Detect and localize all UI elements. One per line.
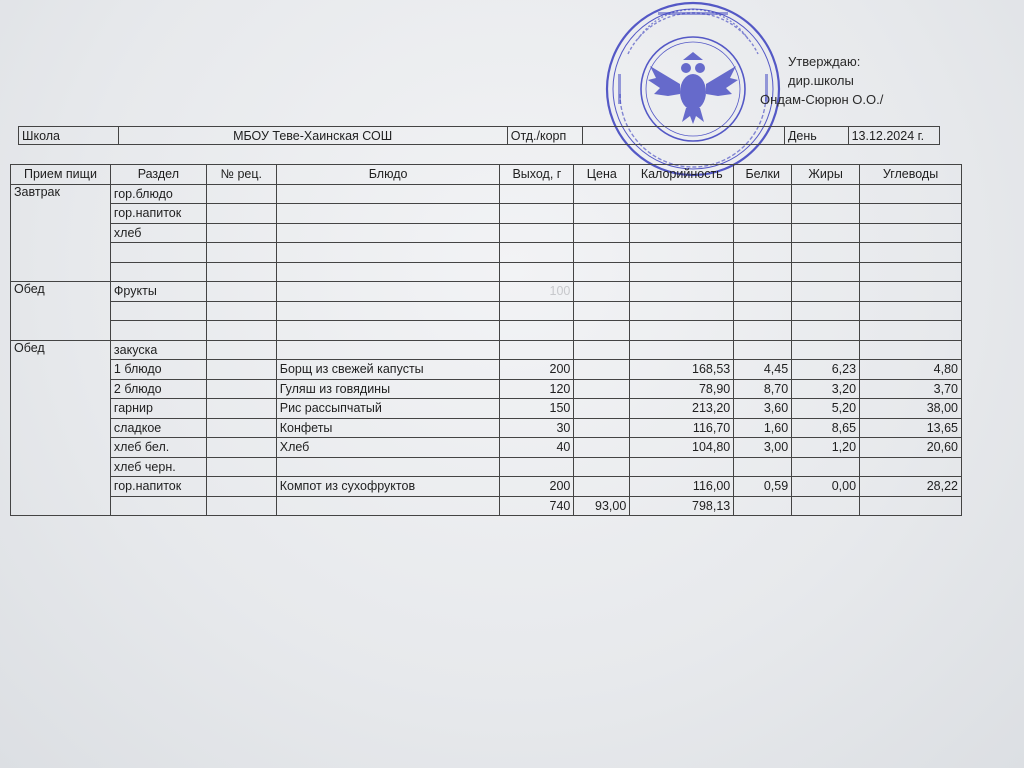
section-cell: сладкое bbox=[110, 418, 206, 438]
section-cell: гарнир bbox=[110, 399, 206, 419]
meal-lunch: Обед bbox=[11, 340, 111, 516]
section-cell: 2 блюдо bbox=[110, 379, 206, 399]
section-cell: 1 блюдо bbox=[110, 360, 206, 380]
table-row bbox=[11, 204, 962, 224]
approval-block bbox=[760, 52, 980, 109]
meal-breakfast: Завтрак bbox=[11, 184, 111, 282]
table-row bbox=[11, 243, 962, 263]
section-cell: хлеб bbox=[110, 223, 206, 243]
total-price: 93,00 bbox=[574, 496, 630, 516]
section-cell: Фрукты bbox=[110, 282, 206, 302]
menu-table bbox=[10, 164, 962, 516]
approval-line-3: Ондам-Сюрюн О.О./ bbox=[760, 92, 884, 107]
table-row bbox=[11, 262, 962, 282]
dish-cell: Гуляш из говядины bbox=[276, 379, 500, 399]
section-cell: гор.напиток bbox=[110, 204, 206, 224]
col-header: Углеводы bbox=[860, 165, 962, 185]
approval-line-1: Утверждаю: bbox=[788, 54, 861, 69]
table-row bbox=[11, 360, 962, 380]
table-row bbox=[11, 223, 962, 243]
approval-line-2: дир.школы bbox=[788, 73, 854, 88]
table-row bbox=[11, 438, 962, 458]
school-label: Школа bbox=[19, 127, 119, 145]
dish-cell: Компот из сухофруктов bbox=[276, 477, 500, 497]
table-row bbox=[11, 340, 962, 360]
col-header: Белки bbox=[734, 165, 792, 185]
calories-cell: 78,90 bbox=[630, 379, 734, 399]
section-cell: хлеб бел. bbox=[110, 438, 206, 458]
col-header: Калорийность bbox=[630, 165, 734, 185]
carbs-cell: 13,65 bbox=[860, 418, 962, 438]
output-cell: 40 bbox=[500, 438, 574, 458]
output-cell: 150 bbox=[500, 399, 574, 419]
table-row bbox=[11, 321, 962, 341]
fat-cell: 0,00 bbox=[792, 477, 860, 497]
table-row bbox=[11, 418, 962, 438]
meal-lunch: Обед bbox=[11, 282, 111, 341]
calories-cell: 213,20 bbox=[630, 399, 734, 419]
section-cell: гор.напиток bbox=[110, 477, 206, 497]
output-cell: 120 bbox=[500, 379, 574, 399]
total-row bbox=[11, 496, 962, 516]
col-header: Жиры bbox=[792, 165, 860, 185]
total-output: 740 bbox=[500, 496, 574, 516]
day-label: День bbox=[784, 127, 848, 145]
protein-cell: 4,45 bbox=[734, 360, 792, 380]
fat-cell: 8,65 bbox=[792, 418, 860, 438]
output-cell: 100 bbox=[500, 282, 574, 302]
dept-label: Отд./корп bbox=[507, 127, 582, 145]
protein-cell: 3,00 bbox=[734, 438, 792, 458]
calories-cell: 116,70 bbox=[630, 418, 734, 438]
carbs-cell: 3,70 bbox=[860, 379, 962, 399]
col-header: Раздел bbox=[110, 165, 206, 185]
calories-cell: 116,00 bbox=[630, 477, 734, 497]
table-row bbox=[11, 399, 962, 419]
dish-cell: Рис рассыпчатый bbox=[276, 399, 500, 419]
dish-cell: Конфеты bbox=[276, 418, 500, 438]
table-row bbox=[11, 282, 962, 302]
fat-cell: 5,20 bbox=[792, 399, 860, 419]
carbs-cell: 38,00 bbox=[860, 399, 962, 419]
col-header: Цена bbox=[574, 165, 630, 185]
protein-cell: 0,59 bbox=[734, 477, 792, 497]
col-header: Выход, г bbox=[500, 165, 574, 185]
output-cell: 30 bbox=[500, 418, 574, 438]
col-header: Прием пищи bbox=[11, 165, 111, 185]
fat-cell: 1,20 bbox=[792, 438, 860, 458]
carbs-cell: 20,60 bbox=[860, 438, 962, 458]
section-cell: закуска bbox=[110, 340, 206, 360]
protein-cell: 3,60 bbox=[734, 399, 792, 419]
carbs-cell: 4,80 bbox=[860, 360, 962, 380]
school-name: МБОУ Теве-Хаинская СОШ bbox=[118, 127, 507, 145]
dept-value bbox=[582, 127, 784, 145]
section-cell: гор.блюдо bbox=[110, 184, 206, 204]
section-cell: хлеб черн. bbox=[110, 457, 206, 477]
output-cell: 200 bbox=[500, 360, 574, 380]
protein-cell: 8,70 bbox=[734, 379, 792, 399]
dish-cell: Хлеб bbox=[276, 438, 500, 458]
table-row bbox=[11, 457, 962, 477]
protein-cell: 1,60 bbox=[734, 418, 792, 438]
carbs-cell: 28,22 bbox=[860, 477, 962, 497]
header-table bbox=[18, 126, 940, 145]
table-row bbox=[11, 184, 962, 204]
dish-cell: Борщ из свежей капусты bbox=[276, 360, 500, 380]
fat-cell: 6,23 bbox=[792, 360, 860, 380]
output-cell: 200 bbox=[500, 477, 574, 497]
calories-cell: 168,53 bbox=[630, 360, 734, 380]
table-row bbox=[11, 301, 962, 321]
col-header: Блюдо bbox=[276, 165, 500, 185]
calories-cell: 104,80 bbox=[630, 438, 734, 458]
total-calories: 798,13 bbox=[630, 496, 734, 516]
fat-cell: 3,20 bbox=[792, 379, 860, 399]
col-header: № рец. bbox=[206, 165, 276, 185]
table-row bbox=[11, 379, 962, 399]
table-row bbox=[11, 477, 962, 497]
table-header-row bbox=[11, 165, 962, 185]
date-value: 13.12.2024 г. bbox=[848, 127, 939, 145]
